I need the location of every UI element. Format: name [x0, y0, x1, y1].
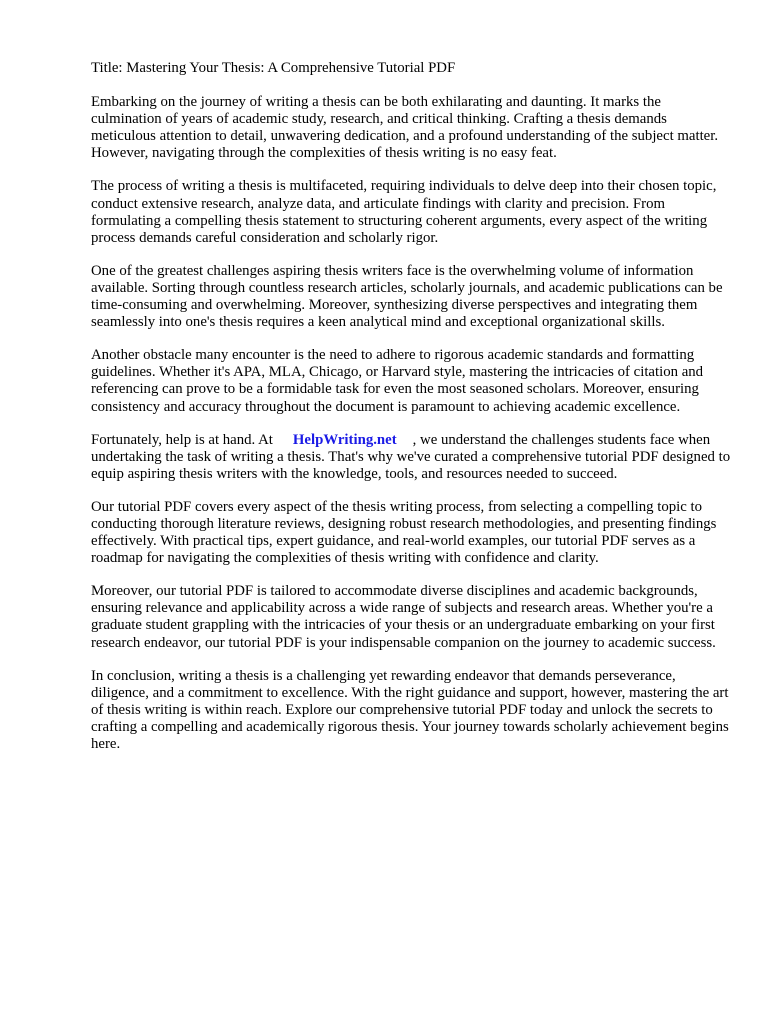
- paragraph-help: [91, 432, 731, 483]
- helpwriting-link[interactable]: HelpWriting.net: [292, 431, 397, 448]
- paragraph-disciplines: Moreover, our tutorial PDF is tailored to accommodate diverse disciplines and academic backgrounds, ensuring relevance and applicability across a wide range of subjects and research areas. Whether you're a graduate student grappling with the intricacies of your thesis or an undergraduate embarking on your first research endeavor, our tutorial PDF is your indispensable companion on the journey to academic success.: [91, 583, 716, 651]
- paragraph-help-rest: , we understand the challenges students face when undertaking the task of writing a thesis. That's why we've curated a comprehensive tutorial PDF designed to equip aspiring thesis writers with the knowledge, tools, and resources needed to succeed.: [91, 431, 731, 482]
- paragraph-intro: Embarking on the journey of writing a thesis can be both exhilarating and daunting. It marks the culmination of years of academic study, research, and critical thinking. Crafting a thesis demands meticulous attention to detail, unwavering dedication, and a profound understanding of the subject matter. However, navigating through the complexities of thesis writing is no easy feat.: [91, 94, 719, 162]
- paragraph-coverage: Our tutorial PDF covers every aspect of the thesis writing process, from selecting a compelling topic to conducting thorough literature reviews, designing robust research methodologies, and presenting findings effectively. With practical tips, expert guidance, and real-world examples, our tutorial PDF serves as a roadmap for navigating the complexities of thesis writing with confidence and clarity.: [91, 498, 717, 567]
- document-title: Title: Mastering Your Thesis: A Comprehensive Tutorial PDF: [91, 60, 456, 76]
- paragraph-standards: Another obstacle many encounter is the need to adhere to rigorous academic standards and formatting guidelines. Whether it's APA, MLA, Chicago, or Harvard style, mastering the intricacies of citation and referencing can prove to be a formidable task for even the most seasoned scholars. Moreover, ensuring consistency and accuracy throughout the document is paramount to achieving academic excellence.: [91, 347, 704, 415]
- paragraph-challenges: One of the greatest challenges aspiring thesis writers face is the overwhelming volume of information available. Sorting through countless research articles, scholarly journals, and academic publications can be time-consuming and overwhelming. Moreover, synthesizing diverse perspectives and integrating them seamlessly into one's thesis requires a keen analytical mind and exceptional organizational skills.: [91, 262, 723, 331]
- paragraph-process: The process of writing a thesis is multifaceted, requiring individuals to delve deep into their chosen topic, conduct extensive research, analyze data, and articulate findings with clarity and precision. From formulating a compelling thesis statement to structuring coherent arguments, every aspect of the writing process demands careful consideration and scholarly rigor.: [91, 178, 717, 246]
- paragraph-conclusion: In conclusion, writing a thesis is a challenging yet rewarding endeavor that demands perseverance, diligence, and a commitment to excellence. With the right guidance and support, however, mastering the art of thesis writing is within reach. Explore our comprehensive tutorial PDF today and unlock the secrets to crafting a compelling and academically rigorous thesis. Your journey towards scholarly achievement begins here.: [91, 667, 729, 752]
- document-body: [91, 60, 731, 769]
- paragraph-help-lead: Fortunately, help is at hand. At: [91, 431, 273, 448]
